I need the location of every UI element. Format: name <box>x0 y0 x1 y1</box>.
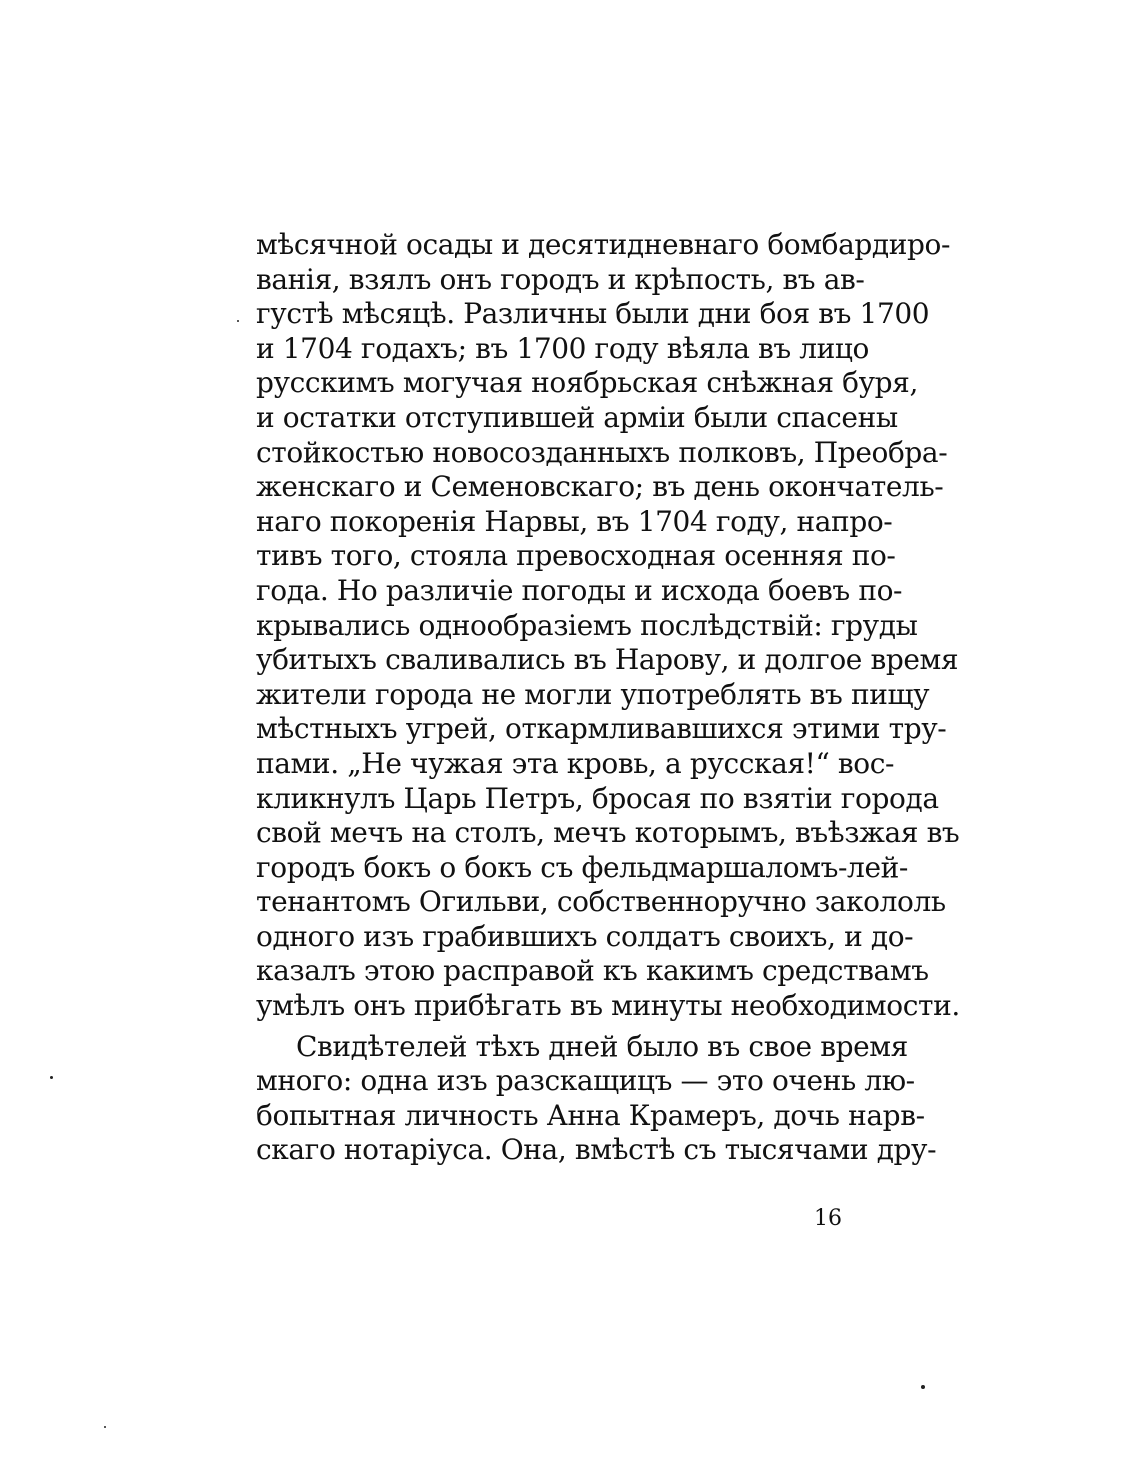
text-line: много: одна изъ разскащицъ — это очень лю- <box>256 1064 915 1098</box>
text-line: года. Но различіе погоды и исхода боевъ по- <box>256 573 903 607</box>
scan-speck <box>921 1385 925 1389</box>
body-text <box>256 228 960 1168</box>
scan-speck <box>50 1076 53 1079</box>
text-line: умѣлъ онъ прибѣгать въ минуты необходимости. <box>256 989 960 1023</box>
text-line: русскимъ могучая ноябрьская снѣжная буря, <box>256 366 918 400</box>
text-line: жители города не могли употреблять въ пищу <box>256 677 930 711</box>
text-line: кликнулъ Царь Петръ, бросая по взятіи города <box>256 781 939 815</box>
text-line: казалъ этою расправой къ какимъ средствамъ <box>256 954 929 988</box>
paragraph-2 <box>256 1029 937 1168</box>
scan-speck <box>237 320 239 322</box>
text-line: Свидѣтелей тѣхъ дней было въ свое время <box>296 1029 908 1063</box>
text-line: одного изъ грабившихъ солдатъ своихъ, и до- <box>256 919 914 953</box>
page-number: 16 <box>814 1206 842 1231</box>
text-line: тенантомъ Огильви, собственноручно закололь <box>256 885 946 919</box>
text-line: мѣстныхъ угрей, откармливавшихся этими тру- <box>256 712 947 746</box>
text-line: женскаго и Семеновскаго; въ день окончатель- <box>256 470 944 504</box>
text-line: городъ бокъ о бокъ съ фельдмаршаломъ-лей- <box>256 850 908 884</box>
text-line: бопытная личность Анна Крамеръ, дочь нарв- <box>256 1098 925 1132</box>
text-line: свой мечъ на столъ, мечъ которымъ, въѣзжая въ <box>256 816 960 850</box>
text-line: крывались однообразіемъ послѣдствій: груды <box>256 608 918 642</box>
text-line: убитыхъ сваливались въ Нарову, и долгое время <box>256 643 959 677</box>
scan-speck <box>104 1426 106 1428</box>
paragraph-1 <box>256 228 960 1024</box>
text-line: ванія, взялъ онъ городъ и крѣпость, въ ав- <box>256 262 865 296</box>
text-line: пами. „Не чужая эта кровь, а русская!“ вос- <box>256 746 895 780</box>
text-line: тивъ того, стояла превосходная осенняя по- <box>256 539 896 573</box>
text-line: и 1704 годахъ; въ 1700 году вѣяла въ лицо <box>256 331 869 365</box>
text-line: стойкостью новосозданныхъ полковъ, Преобра- <box>256 435 948 469</box>
text-line: густѣ мѣсяцѣ. Различны были дни боя въ 1700 <box>256 297 930 331</box>
text-line: и остатки отступившей арміи были спасены <box>256 400 898 434</box>
text-line: скаго нотаріуса. Она, вмѣстѣ съ тысячами дру- <box>256 1133 937 1167</box>
text-line: мѣсячной осады и десятидневнаго бомбардиро- <box>256 228 951 261</box>
text-line: наго покоренія Нарвы, въ 1704 году, напро- <box>256 504 893 538</box>
